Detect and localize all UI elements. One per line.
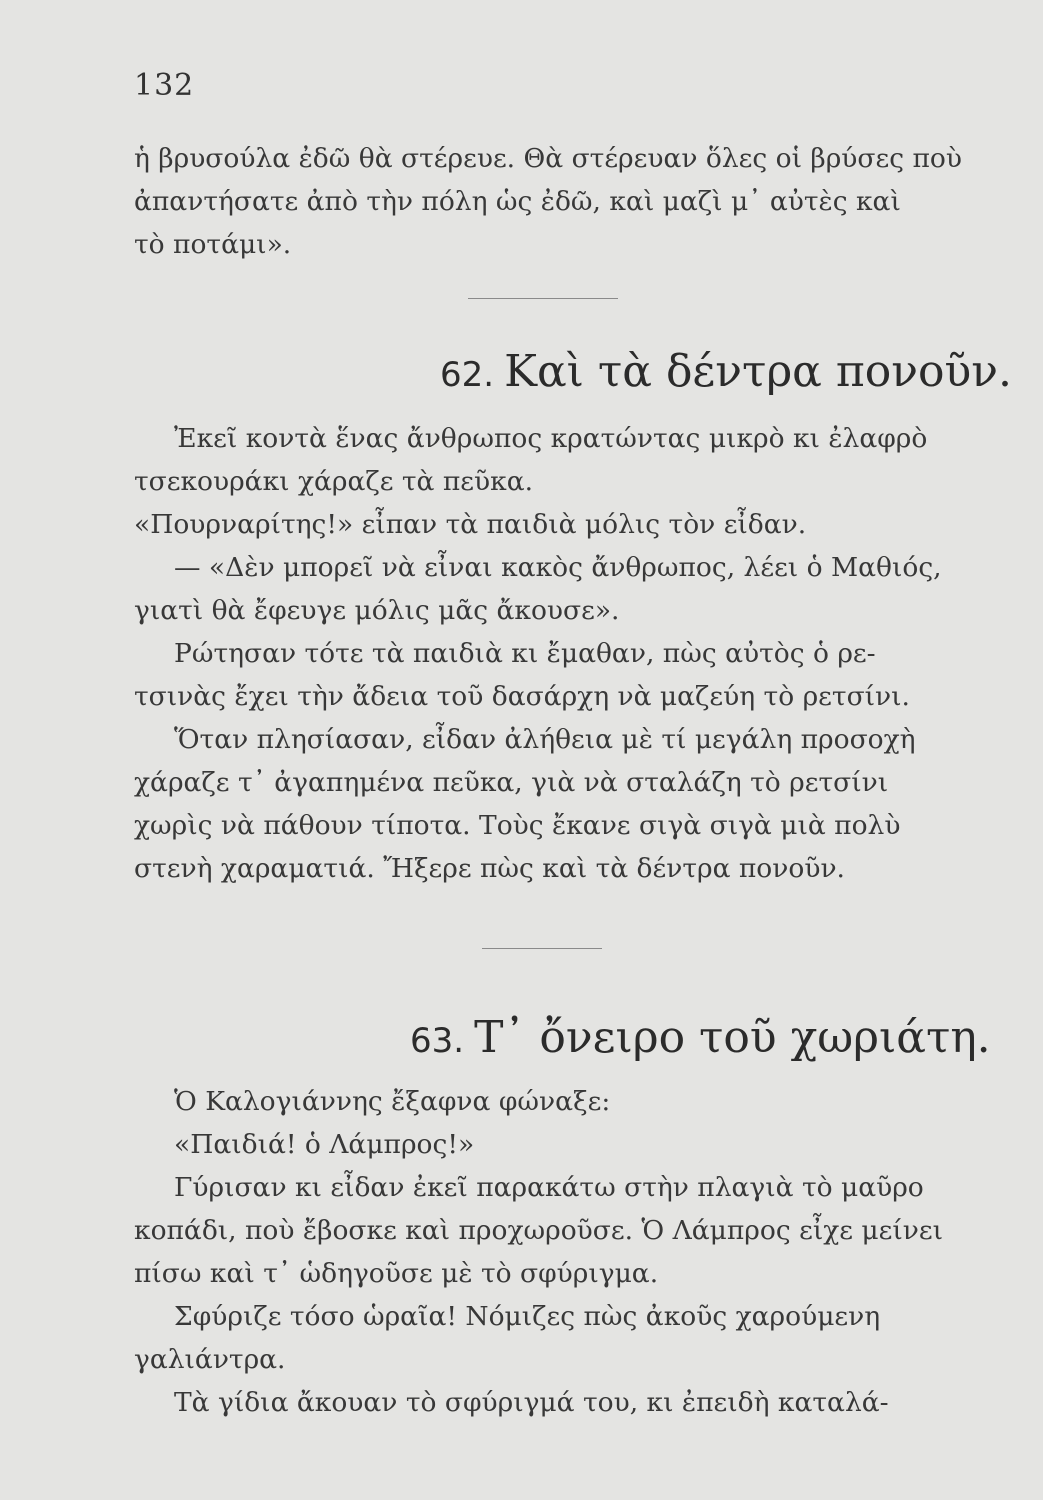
text-line: Σφύριζε τόσο ὡραῖα! Νόμιζες πὼς ἀκοῦς χαρούμενη <box>174 1301 881 1332</box>
section-title: Τ᾽ ὄνειρο τοῦ χωριάτη. <box>474 1012 991 1063</box>
section-62-heading <box>440 346 1012 397</box>
section-62-body <box>134 417 964 890</box>
text-line: Ἐκεῖ κοντὰ ἕνας ἄνθρωπος κρατώντας μικρὸ κι ἐλαφρὸ <box>174 423 928 454</box>
text-line: Ρώτησαν τότε τὰ παιδιὰ κι ἔμαθαν, πὼς αὐτὸς ὁ ρε- <box>174 638 876 669</box>
text-line: «Παιδιά! ὁ Λάμπρος!» <box>174 1129 475 1160</box>
text-line: «Πουρναρίτης!» εἶπαν τὰ παιδιὰ μόλις τὸν εἶδαν. <box>134 509 807 540</box>
section-63-heading <box>410 1012 991 1063</box>
section-divider <box>482 948 602 949</box>
section-divider <box>468 298 618 299</box>
text-line: Γύρισαν κι εἶδαν ἐκεῖ παρακάτω στὴν πλαγιὰ τὸ μαῦρο <box>174 1172 924 1203</box>
section-title: Καὶ τὰ δέντρα πονοῦν. <box>504 346 1013 397</box>
text-line: τσεκουράκι χάραζε τὰ πεῦκα. <box>134 466 534 497</box>
text-line: — «Δὲν μπορεῖ νὰ εἶναι κακὸς ἄνθρωπος, λέει ὁ Μαθιός, <box>174 552 942 583</box>
text-line: ἡ βρυσούλα ἐδῶ θὰ στέρευε. Θὰ στέρευαν ὅλες οἱ βρύσες ποὺ <box>134 143 962 174</box>
text-line: στενὴ χαραματιά. Ἤξερε πὼς καὶ τὰ δέντρα πονοῦν. <box>134 853 845 884</box>
text-line: κοπάδι, ποὺ ἔβοσκε καὶ προχωροῦσε. Ὁ Λάμπρος εἶχε μείνει <box>134 1215 943 1246</box>
text-line: πίσω καὶ τ᾽ ὡδηγοῦσε μὲ τὸ σφύριγμα. <box>134 1258 659 1289</box>
text-line: ἀπαντήσατε ἀπὸ τὴν πόλη ὡς ἐδῶ, καὶ μαζὶ μ᾽ αὐτὲς καὶ <box>134 186 901 217</box>
text-line: Τὰ γίδια ἄκουαν τὸ σφύριγμά του, κι ἐπειδὴ καταλά- <box>174 1387 889 1418</box>
intro-paragraph <box>134 137 964 266</box>
section-63-body <box>134 1080 964 1424</box>
section-number: 62. <box>440 355 495 395</box>
text-line: γαλιάντρα. <box>134 1344 286 1375</box>
section-number: 63. <box>410 1021 465 1061</box>
text-line: Ὁ Καλογιάννης ἔξαφνα φώναξε: <box>174 1086 611 1117</box>
text-line: γιατὶ θὰ ἔφευγε μόλις μᾶς ἄκουσε». <box>134 595 620 626</box>
text-line: τὸ ποτάμι». <box>134 229 292 260</box>
page-number: 132 <box>134 68 195 103</box>
text-line: χάραζε τ᾽ ἀγαπημένα πεῦκα, γιὰ νὰ σταλάζη τὸ ρετσίνι <box>134 767 889 798</box>
text-line: χωρὶς νὰ πάθουν τίποτα. Τοὺς ἔκανε σιγὰ σιγὰ μιὰ πολὺ <box>134 810 901 841</box>
text-line: τσινὰς ἔχει τὴν ἄδεια τοῦ δασάρχη νὰ μαζεύη τὸ ρετσίνι. <box>134 681 910 712</box>
text-line: Ὅταν πλησίασαν, εἶδαν ἀλήθεια μὲ τί μεγάλη προσοχὴ <box>174 724 916 755</box>
